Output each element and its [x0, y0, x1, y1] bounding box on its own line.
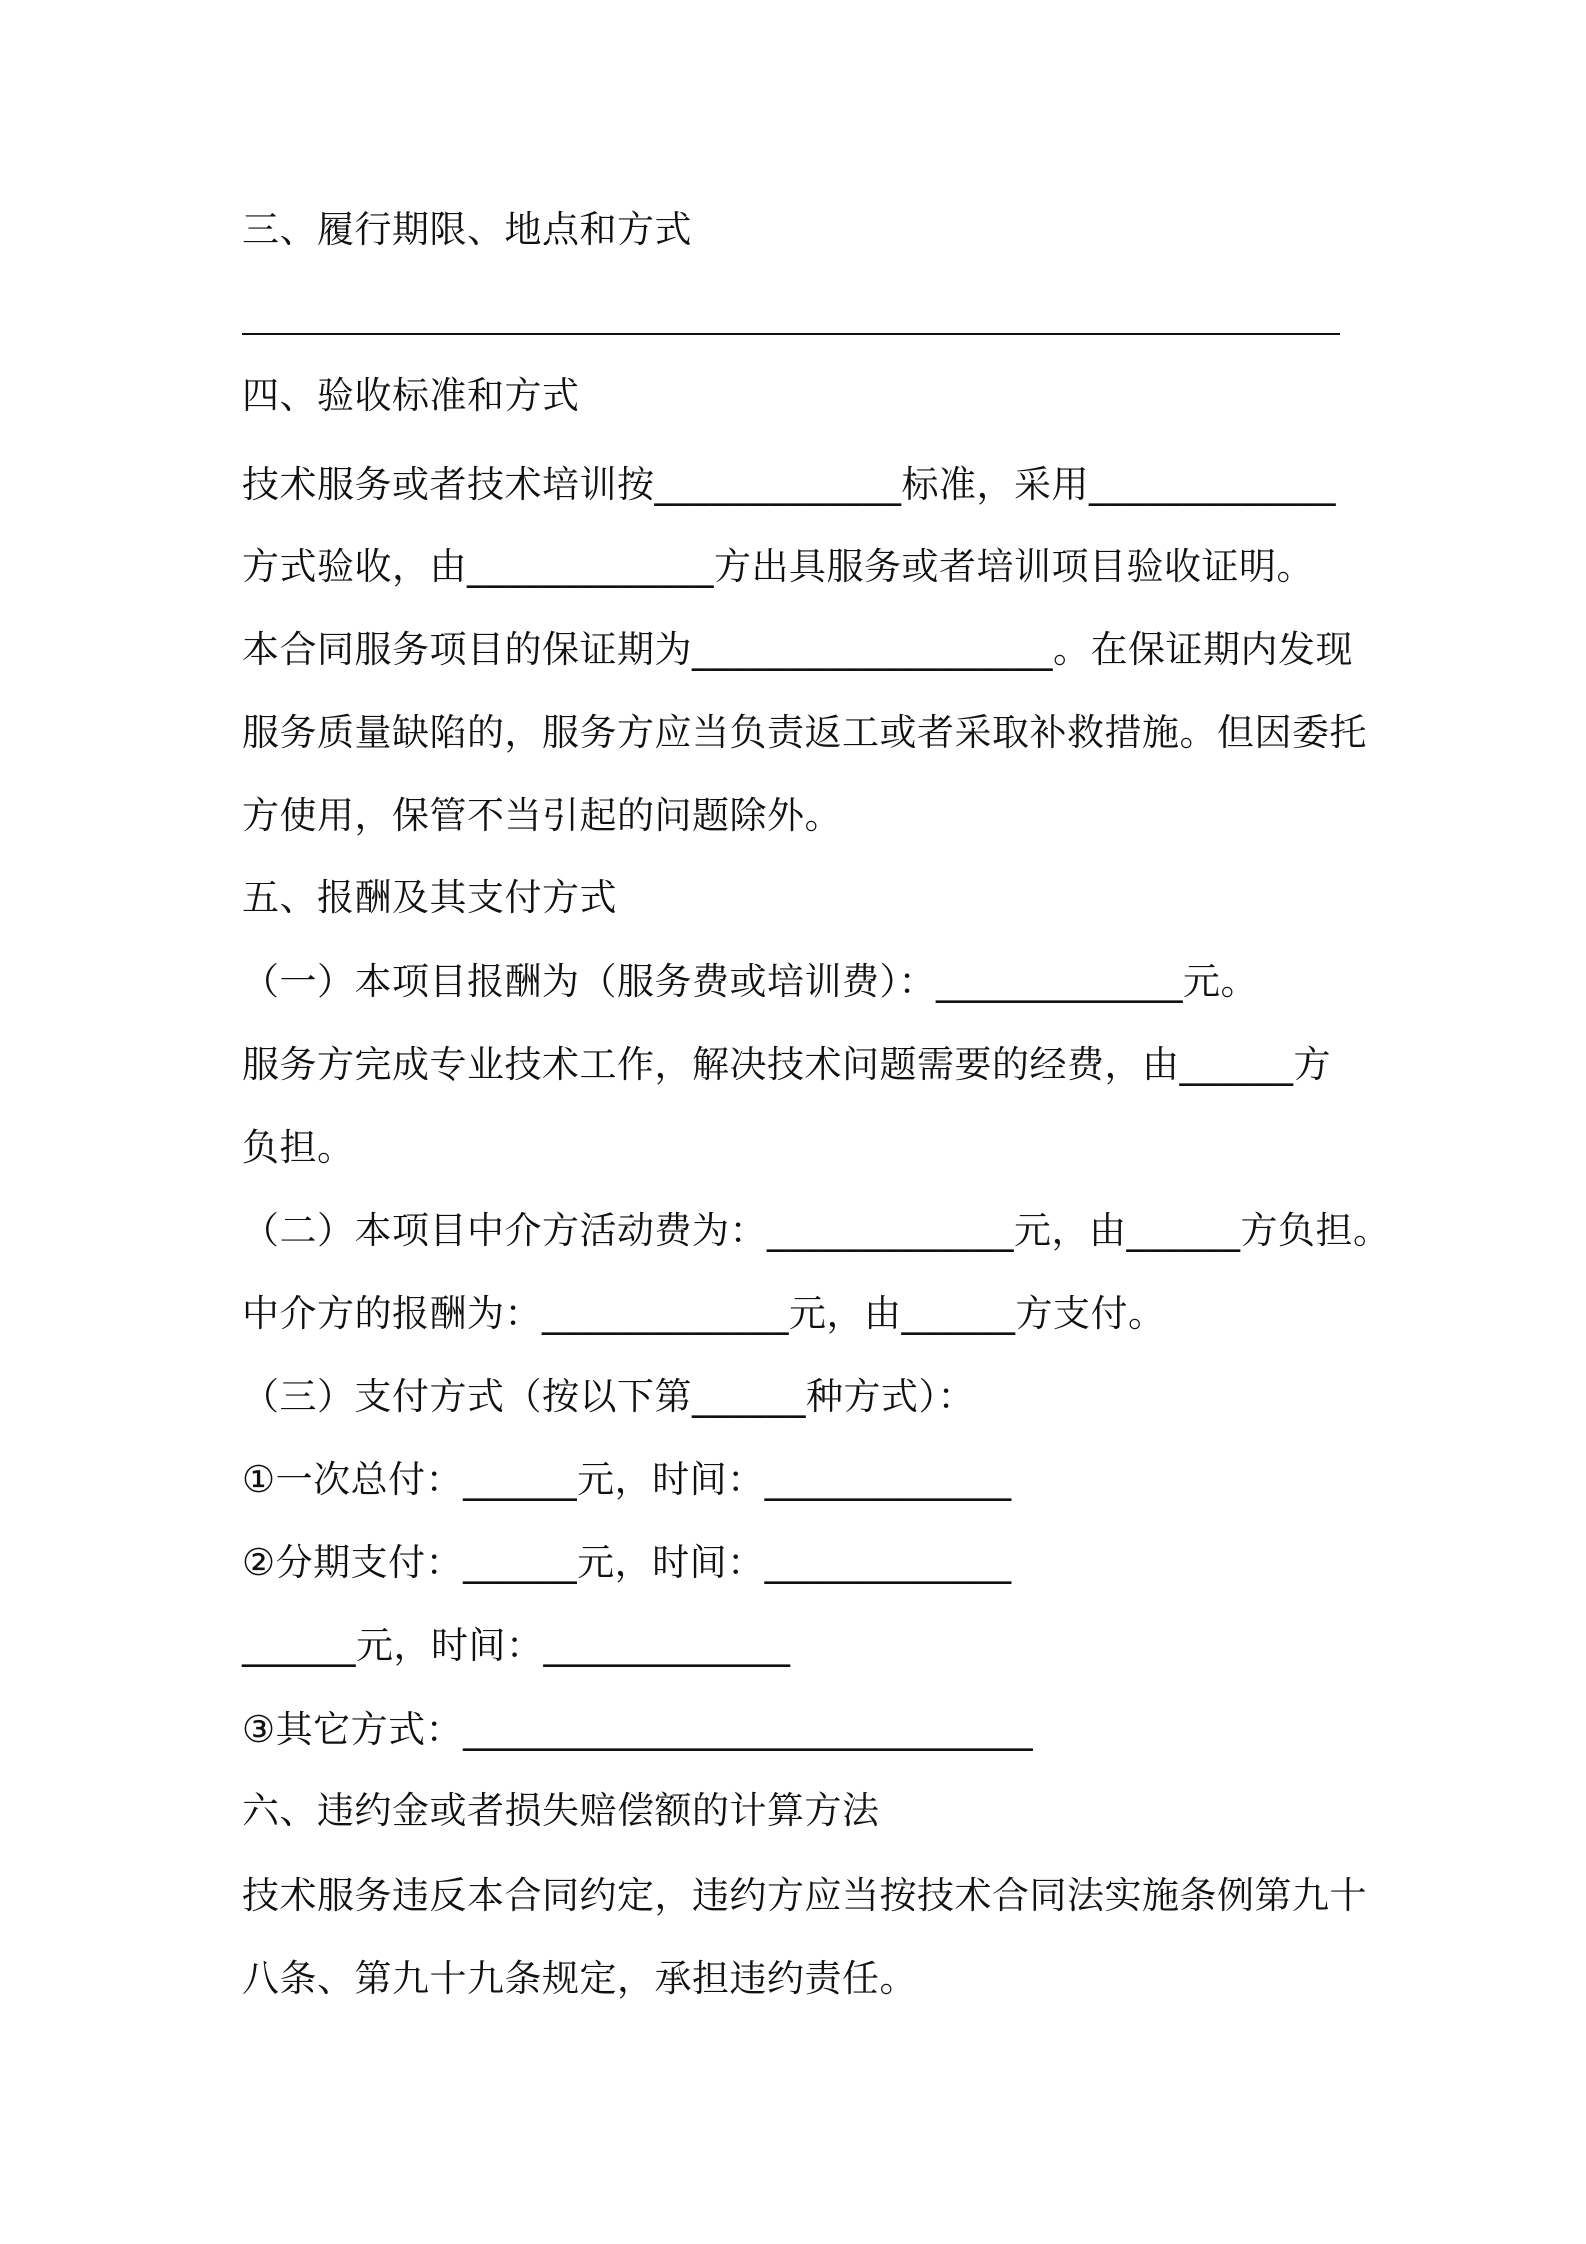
expense-line: 服务方完成专业技术工作，解决技术问题需要的经费，由______方 [242, 1043, 1331, 1086]
fee-2-line: （二）本项目中介方活动费为：_____________元，由______方负担。 [242, 1209, 1391, 1252]
payment-method-line: （三）支付方式（按以下第______种方式）： [242, 1375, 975, 1418]
warranty-period-line: 本合同服务项目的保证期为___________________。在保证期内发现 [242, 628, 1353, 671]
acceptance-method-line: 方式验收，由_____________方出具服务或者培训项目验收证明。 [242, 545, 1314, 588]
payment-option-1: ①一次总付：______元，时间：_____________ [242, 1458, 1012, 1501]
section-4-heading: 四、验收标准和方式 [242, 374, 580, 417]
breach-line-1: 技术服务违反本合同约定，违约方应当按技术合同法实施条例第九十 [242, 1874, 1367, 1917]
warranty-exception-line: 方使用，保管不当引起的问题除外。 [242, 794, 842, 837]
warranty-defect-line: 服务质量缺陷的，服务方应当负责返工或者采取补救措施。但因委托 [242, 711, 1367, 754]
payment-option-2: ②分期支付：______元，时间：_____________ [242, 1541, 1012, 1584]
fee-1-line: （一）本项目报酬为（服务费或培训费）：_____________元。 [242, 960, 1258, 1003]
section-6-heading: 六、违约金或者损失赔偿额的计算方法 [242, 1789, 880, 1832]
intermediary-fee-line: 中介方的报酬为：_____________元，由______方支付。 [242, 1292, 1166, 1335]
breach-line-2: 八条、第九十九条规定，承担违约责任。 [242, 1957, 917, 2000]
blank-fill-line [242, 333, 1340, 335]
section-3-heading: 三、履行期限、地点和方式 [242, 208, 692, 251]
payment-option-3: ③其它方式：______________________________ [242, 1708, 1034, 1751]
expense-burden-line: 负担。 [242, 1126, 355, 1169]
acceptance-standard-line: 技术服务或者技术培训按_____________标准，采用_____________ [242, 463, 1336, 506]
payment-option-2-continued: ______元，时间：_____________ [242, 1624, 791, 1667]
section-5-heading: 五、报酬及其支付方式 [242, 876, 617, 919]
